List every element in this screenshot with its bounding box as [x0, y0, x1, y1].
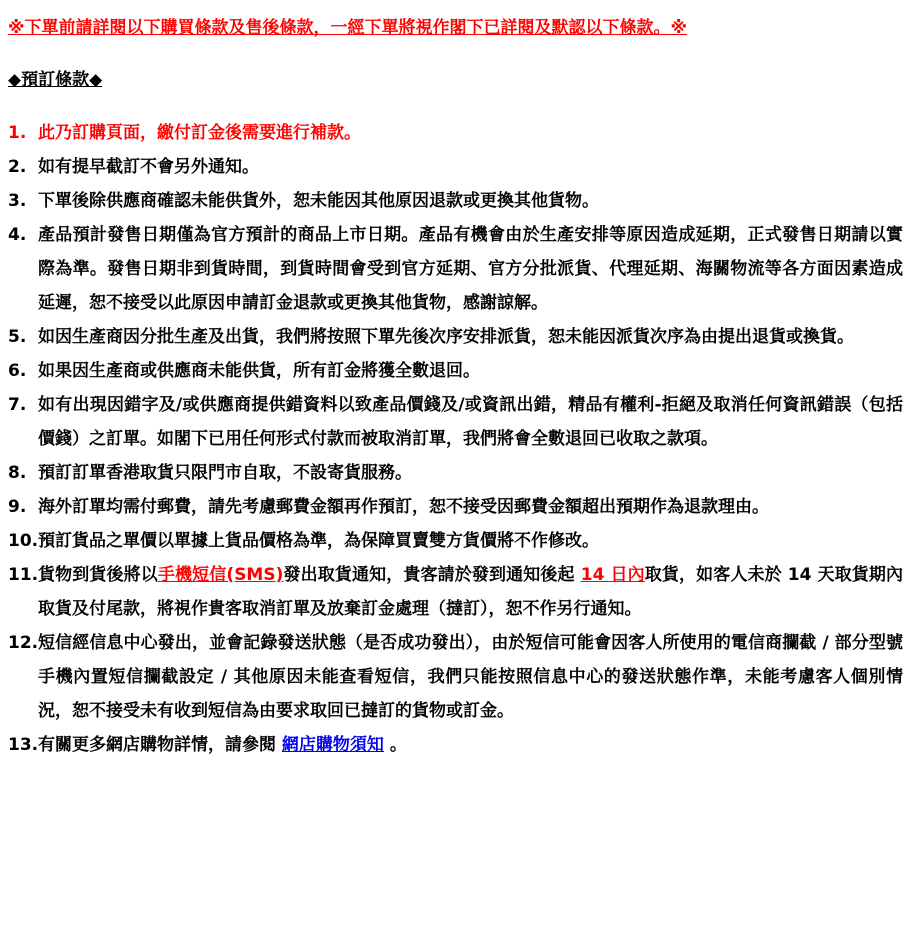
term-text: 如有出現因錯字及/或供應商提供錯資料以致產品價錢及/或資訊出錯，精品有權利-拒絕及取消任何資訊錯誤（包括價錢）之訂單。如閣下已用任何形式付款而被取消訂單，我們將會全數退回已收取之款項。: [38, 395, 903, 449]
term-text: 產品預計發售日期僅為官方預計的商品上市日期。產品有機會由於生產安排等原因造成延期，正式發售日期請以實際為準。發售日期非到貨時間，到貨時間會受到官方延期、官方分批派貨、代理延期、海關物流等各方面因素造成延遲，恕不接受以此原因申請訂金退款或更換其他貨物，感謝諒解。: [38, 225, 903, 313]
term-text: 短信經信息中心發出，並會記錄發送狀態（是否成功發出），由於短信可能會因客人所使用的電信商攔截 / 部分型號手機內置短信攔截設定 / 其他原因未能查看短信，我們只能按照信息中心的發送狀態作準，未能考慮客人個別情況，恕不接受未有收到短信為由要求取回已撻訂的貨物或訂金。: [38, 633, 903, 721]
section-header: ◆預訂條款◆: [8, 70, 103, 90]
term-item-1: [8, 116, 903, 150]
term-item-3: [8, 184, 903, 218]
term-number: 7.: [8, 395, 27, 415]
term-number: 6.: [8, 361, 27, 381]
term-text-segment: 發出取貨通知，貴客請於發到通知後起: [283, 565, 581, 585]
term-text: 如有提早截訂不會另外通知。: [38, 157, 259, 177]
term-number: 8.: [8, 463, 27, 483]
term-number: 10.: [8, 531, 39, 551]
term-number: 3.: [8, 191, 27, 211]
term-item-6: [8, 354, 903, 388]
term-text: 如果因生產商或供應商未能供貨，所有訂金將獲全數退回。: [38, 361, 480, 381]
term-text-segment: 取貨，如客人未於 14 天取貨期內取貨及付尾款，將視作貴客取消訂單及放棄訂金處理（撻訂），恕不作另行通知。: [38, 565, 904, 619]
term-text: [38, 728, 903, 762]
term-text: 如因生產商因分批生產及出貨，我們將按照下單先後次序安排派貨，恕未能因派貨次序為由提出退貨或換貨。: [38, 327, 854, 347]
term-item-13: [8, 728, 903, 762]
sms-notice-highlight: 手機短信(SMS): [157, 565, 284, 585]
term-item-5: [8, 320, 903, 354]
term-item-2: [8, 150, 903, 184]
term-item-10: [8, 524, 903, 558]
term-item-9: [8, 490, 903, 524]
term-text: 預訂訂單香港取貨只限門市自取，不設寄貨服務。: [38, 463, 412, 483]
term-item-8: [8, 456, 903, 490]
term-text: [38, 558, 903, 626]
term-text: 下單後除供應商確認未能供貨外，恕未能因其他原因退款或更換其他貨物。: [38, 191, 599, 211]
term-number: 12.: [8, 633, 39, 653]
term-number: 1.: [8, 123, 27, 143]
term-text-segment: 貨物到貨後將以: [38, 565, 158, 585]
term-item-4: [8, 218, 903, 320]
term-text: 預訂貨品之單價以單據上貨品價格為準，為保障買賣雙方貨價將不作修改。: [38, 531, 599, 551]
page-title: ※下單前請詳閱以下購買條款及售後條款，一經下單將視作閣下已詳閱及默認以下條款。※: [8, 18, 688, 38]
term-number: 4.: [8, 225, 27, 245]
term-text-segment: 有關更多網店購物詳情，請參閱: [38, 735, 282, 755]
shop-guide-link[interactable]: 網店購物須知: [281, 735, 384, 755]
term-text-segment: 。: [383, 735, 407, 755]
term-number: 2.: [8, 157, 27, 177]
term-text: 此乃訂購頁面，繳付訂金後需要進行補款。: [38, 123, 361, 143]
term-item-11: [8, 558, 903, 626]
term-number: 13.: [8, 735, 39, 755]
terms-list: [8, 116, 903, 762]
term-number: 11.: [8, 565, 39, 585]
pickup-deadline-highlight: 14 日內: [580, 565, 645, 585]
term-item-12: [8, 626, 903, 728]
term-text: 海外訂單均需付郵費，請先考慮郵費金額再作預訂，恕不接受因郵費金額超出預期作為退款理由。: [38, 497, 769, 517]
term-number: 5.: [8, 327, 27, 347]
term-number: 9.: [8, 497, 27, 517]
term-item-7: [8, 388, 903, 456]
